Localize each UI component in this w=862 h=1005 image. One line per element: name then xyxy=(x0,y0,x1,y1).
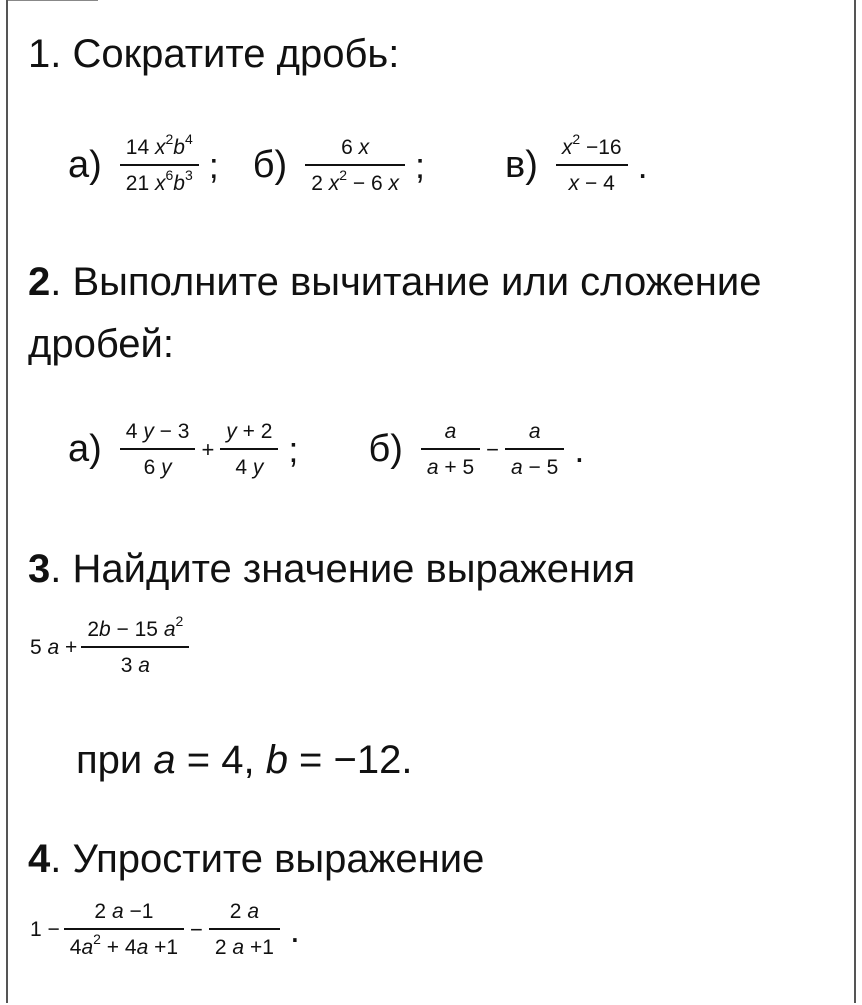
task3-denominator: 3 a xyxy=(120,653,150,677)
task3-fraction xyxy=(81,613,189,678)
task3-expression xyxy=(30,613,193,678)
task2-b1-fraction xyxy=(421,420,480,480)
task2-title-line1: . Выполните вычитание или сложение xyxy=(50,260,762,304)
task1-c-fraction xyxy=(556,131,628,196)
task2-a2-numerator: y + 2 xyxy=(226,420,273,443)
task1-c-numerator: $x^2 -16$ xyxy=(561,131,622,159)
task2-b2-fraction xyxy=(505,420,564,480)
task2-b2-numerator: a xyxy=(528,420,541,443)
task4-number: 4 xyxy=(28,837,51,881)
task2-a1-fraction xyxy=(120,420,196,480)
task3-numerator: 2b − 15 $a^2$ xyxy=(87,613,184,641)
semicolon: ; xyxy=(414,144,425,186)
task4-f2-numerator: 2 a xyxy=(229,900,259,923)
worksheet xyxy=(6,0,856,1003)
minus-sign: − xyxy=(486,436,500,462)
task1-c-label: в) xyxy=(505,144,538,187)
task1-title: . Сократите дробь: xyxy=(50,32,400,76)
task1-b-numerator: 6 x xyxy=(341,136,370,159)
task1-b-denominator: 2 $x^2 - 6$ x xyxy=(311,166,399,195)
task3-title: . Найдите значение выражения xyxy=(50,547,636,591)
task4-f1-numerator: 2 a −1 xyxy=(94,900,154,923)
task4-heading xyxy=(28,835,484,883)
task2-b-label: б) xyxy=(368,428,403,471)
task1-a-fraction xyxy=(120,131,199,196)
task1-a-denominator: 21 $x^6b^3$ xyxy=(125,166,193,195)
task1-a-label: а) xyxy=(68,144,102,187)
task3-number: 3 xyxy=(28,547,51,591)
period: . xyxy=(637,144,648,186)
period: . xyxy=(289,908,300,950)
task2-a1-denominator: 6 y xyxy=(143,455,172,479)
task2-a2-fraction xyxy=(220,420,278,480)
task1-c-denominator: x − 4 xyxy=(568,171,615,195)
semicolon: ; xyxy=(208,144,219,186)
task4-f1-denominator: $4a^2 + 4a +1$ xyxy=(69,930,179,959)
task1-a-numerator: 14 $x^2b^4$ xyxy=(125,131,193,159)
task4-fraction1 xyxy=(64,900,184,960)
task2-heading xyxy=(28,258,761,306)
top-border xyxy=(8,0,98,1)
task1-b-fraction xyxy=(305,136,405,196)
task3-heading xyxy=(28,545,635,593)
task4-title: . Упростите выражение xyxy=(50,837,485,881)
task2-a2-denominator: 4 y xyxy=(235,455,264,479)
task2-a-label: а) xyxy=(68,428,102,471)
task1-heading xyxy=(28,30,399,78)
task2-b1-denominator: a + 5 xyxy=(426,455,475,479)
period: . xyxy=(574,428,585,470)
task2-a1-numerator: 4 y − 3 xyxy=(125,420,190,443)
task2-b2-denominator: a − 5 xyxy=(511,455,559,479)
task4-fraction2 xyxy=(209,900,280,960)
task1-b-label: б) xyxy=(252,144,288,187)
task3-lead: 5 a + xyxy=(30,635,78,659)
plus-sign: + xyxy=(201,436,215,462)
task2-row xyxy=(68,420,584,480)
semicolon: ; xyxy=(288,428,299,470)
task2-heading-line2: дробей: xyxy=(28,322,174,366)
task1-number: 1 xyxy=(28,32,51,76)
task1-row xyxy=(68,131,648,196)
task3-condition: при a = 4, b = −12. xyxy=(76,738,413,782)
task2-number: 2 xyxy=(28,260,51,304)
minus-sign: − xyxy=(190,916,203,942)
task4-f2-denominator: 2 a +1 xyxy=(214,935,274,959)
task2-b1-numerator: a xyxy=(444,420,457,443)
task4-expression xyxy=(30,900,300,960)
task4-lead: 1 − xyxy=(30,917,60,941)
